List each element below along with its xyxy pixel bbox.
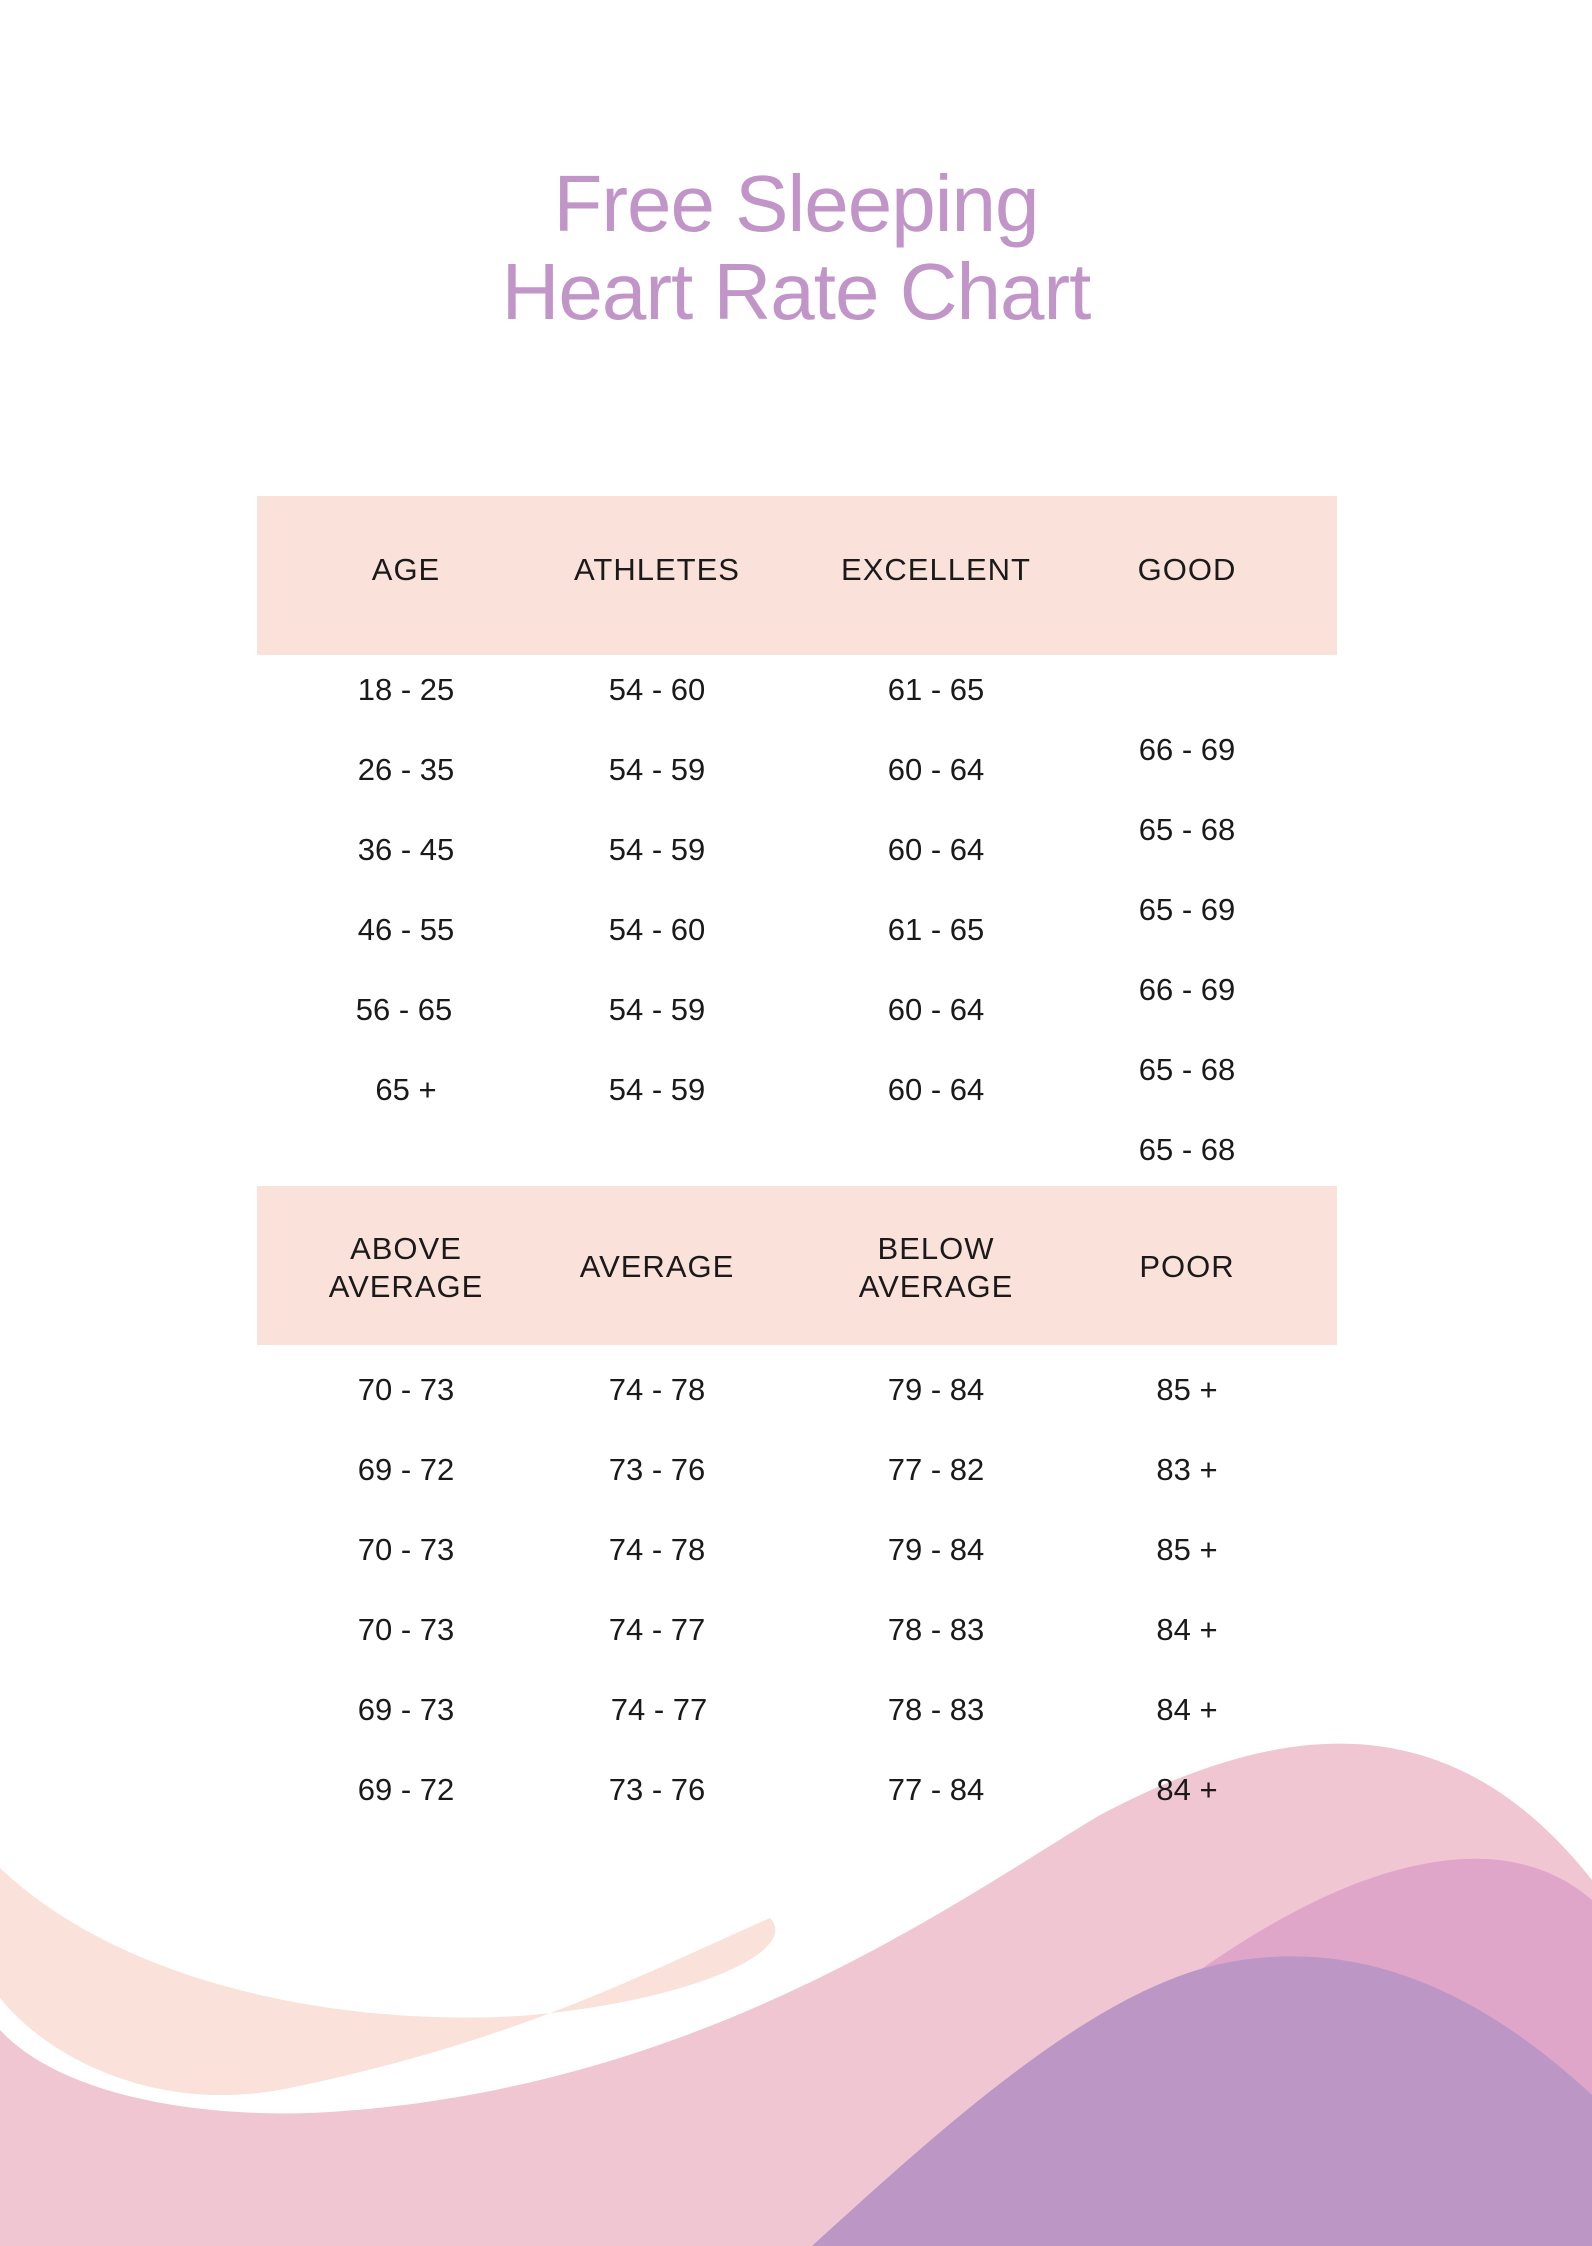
- header-good: GOOD: [1137, 552, 1237, 587]
- table-cell-average: 73 - 76: [608, 1452, 706, 1487]
- table-cell-age: 56 - 65: [355, 992, 453, 1027]
- table-cell-above-average: 70 - 73: [357, 1532, 455, 1567]
- table-cell-age: 26 - 35: [357, 752, 455, 787]
- table-cell-above-average: 70 - 73: [357, 1372, 455, 1407]
- table-cell-athletes: 54 - 59: [608, 992, 706, 1027]
- table-cell-good: 65 - 68: [1138, 1132, 1236, 1167]
- header-below-average-line-2: AVERAGE: [858, 1269, 1014, 1304]
- table-cell-athletes: 54 - 59: [608, 752, 706, 787]
- table-cell-poor: 84 +: [1156, 1612, 1218, 1647]
- table-cell-below-average: 77 - 82: [887, 1452, 985, 1487]
- table-cell-athletes: 54 - 59: [608, 832, 706, 867]
- table-cell-excellent: 60 - 64: [887, 832, 985, 867]
- table-cell-above-average: 69 - 72: [357, 1452, 455, 1487]
- table-cell-age: 65 +: [375, 1072, 437, 1107]
- table-cell-poor: 84 +: [1156, 1692, 1218, 1727]
- table-cell-below-average: 79 - 84: [887, 1372, 985, 1407]
- table-cell-average: 74 - 78: [608, 1532, 706, 1567]
- table-cell-excellent: 61 - 65: [887, 672, 985, 707]
- table-cell-below-average: 78 - 83: [887, 1692, 985, 1727]
- table-cell-average: 74 - 78: [608, 1372, 706, 1407]
- table-cell-age: 18 - 25: [357, 672, 455, 707]
- page-title-line-1: Free Sleeping: [553, 159, 1039, 248]
- header-below-average-line-1: BELOW: [877, 1231, 995, 1266]
- table-cell-good: 66 - 69: [1138, 972, 1236, 1007]
- table-cell-good: 65 - 69: [1138, 892, 1236, 927]
- table-cell-excellent: 61 - 65: [887, 912, 985, 947]
- table-cell-poor: 83 +: [1156, 1452, 1218, 1487]
- table-cell-below-average: 77 - 84: [887, 1772, 985, 1807]
- table-cell-below-average: 78 - 83: [887, 1612, 985, 1647]
- table-cell-athletes: 54 - 59: [608, 1072, 706, 1107]
- table-cell-age: 46 - 55: [357, 912, 455, 947]
- table-cell-average: 73 - 76: [608, 1772, 706, 1807]
- table-cell-poor: 85 +: [1156, 1372, 1218, 1407]
- table-cell-athletes: 54 - 60: [608, 672, 706, 707]
- header-excellent: EXCELLENT: [841, 552, 1031, 587]
- table-cell-average: 74 - 77: [610, 1692, 708, 1727]
- table-cell-good: 66 - 69: [1138, 732, 1236, 767]
- table-cell-average: 74 - 77: [608, 1612, 706, 1647]
- header-above-average-line-1: ABOVE: [350, 1231, 462, 1266]
- header-average: AVERAGE: [579, 1249, 735, 1284]
- table-cell-good: 65 - 68: [1138, 1052, 1236, 1087]
- table-cell-excellent: 60 - 64: [887, 1072, 985, 1107]
- header-poor: POOR: [1139, 1249, 1235, 1284]
- table-cell-above-average: 69 - 72: [357, 1772, 455, 1807]
- page-title-line-2: Heart Rate Chart: [501, 247, 1091, 336]
- table-cell-below-average: 79 - 84: [887, 1532, 985, 1567]
- table-cell-poor: 84 +: [1156, 1772, 1218, 1807]
- table-cell-excellent: 60 - 64: [887, 752, 985, 787]
- table-cell-above-average: 69 - 73: [357, 1692, 455, 1727]
- table-cell-excellent: 60 - 64: [887, 992, 985, 1027]
- header-age: AGE: [371, 552, 441, 587]
- table-cell-athletes: 54 - 60: [608, 912, 706, 947]
- header-above-average-line-2: AVERAGE: [328, 1269, 484, 1304]
- table-cell-poor: 85 +: [1156, 1532, 1218, 1567]
- table-cell-above-average: 70 - 73: [357, 1612, 455, 1647]
- table-cell-age: 36 - 45: [357, 832, 455, 867]
- header-athletes: ATHLETES: [574, 552, 740, 587]
- table-cell-good: 65 - 68: [1138, 812, 1236, 847]
